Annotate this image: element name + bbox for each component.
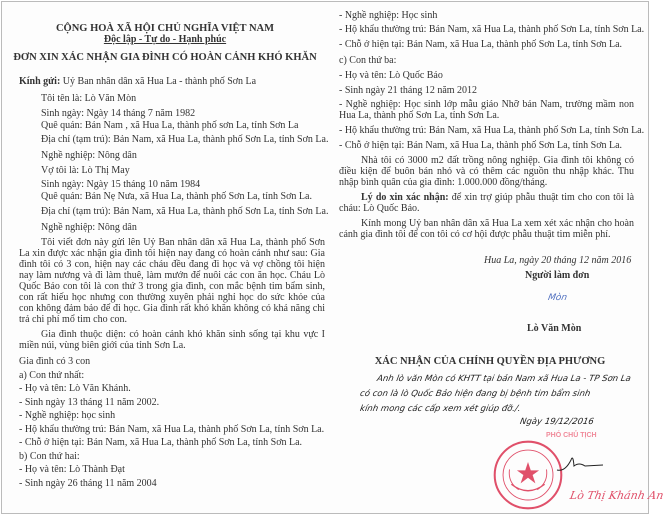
- motto: Độc lập - Tự do - Hạnh phúc: [103, 34, 227, 45]
- reason-label: Lý do xin xác nhận:: [361, 192, 449, 203]
- signer-role: Người làm đơn: [525, 270, 590, 281]
- child1-line: - Sinh ngày 13 tháng 11 năm 2002.: [19, 396, 160, 408]
- spouse-line: Nghề nghiệp: Nông dân: [41, 222, 137, 233]
- recipient-value: Uỷ Ban nhân dân xã Hua La - thành phố Sơn La: [62, 76, 257, 87]
- right-flow-section: [339, 155, 634, 244]
- income-paragraph: Nhà tôi có 3000 m2 đất trồng nông nghiệp. Gia đình tôi không có điều kiện để buôn bán nhỏ và có thêm các nguồn thu nhập khác. Thu nhập bình quân của gia đình: 1.000.000 đồng/tháng.: [339, 155, 634, 188]
- child2-line: - Hộ khẩu thường trú: Bản Nam, xã Hua La, thành phố Sơn La, tỉnh Sơn La.: [339, 24, 645, 35]
- child3-line: c) Con thứ ba:: [339, 55, 397, 66]
- left-flow-section: [19, 237, 325, 490]
- signing-date: Hua La, ngày 20 tháng 12 năm 2016: [484, 255, 632, 266]
- official-role: PHÓ CHỦ TỊCH: [546, 432, 597, 439]
- child2-line: - Họ và tên: Lò Thành Đạt: [19, 464, 125, 475]
- child3-line: - Hộ khẩu thường trú: Bản Nam, xã Hua La, thành phố Sơn La, tỉnh Sơn La.: [339, 125, 645, 136]
- child3-line: - Sinh ngày 21 tháng 12 năm 2012: [339, 85, 478, 96]
- applicant-signature: Mòn: [547, 293, 568, 303]
- child1-line: - Chỗ ở hiện tại: Bản Nam, xã Hua La, thành phố Sơn La, tỉnh Sơn La.: [19, 437, 303, 448]
- child3-line: - Họ và tên: Lò Quốc Bảo: [339, 70, 443, 81]
- area-paragraph: Gia đình thuộc diện: có hoàn cảnh khó khăn sinh sống tại khu vực I miền núi, vùng biên giới của tỉnh Sơn La.: [19, 329, 325, 351]
- reason-text: để xin trợ giúp phẫu thuật tim cho con tôi là cháu: Lò Quốc Bảo.: [339, 192, 635, 214]
- document-title: ĐƠN XIN XÁC NHẬN GIA ĐÌNH CÓ HOÀN CẢNH KHÓ KHĂN: [13, 52, 317, 63]
- applicant-line: Địa chỉ (tạm trú): Bản Nam, xã Hua La, thành phố Sơn La, tỉnh Sơn La.: [41, 134, 329, 145]
- child2-line: b) Con thứ hai:: [19, 450, 80, 462]
- confirmation-date: Ngày 19/12/2016: [519, 417, 595, 427]
- recipient-label: Kính gửi:: [19, 76, 61, 87]
- applicant-name: Lò Văn Mòn: [527, 323, 582, 334]
- recipient: [19, 76, 256, 87]
- reason-paragraph: [339, 192, 634, 214]
- request-paragraph: Kính mong Uỷ ban nhân dân xã Hua La xem xét xác nhận cho hoàn cảnh gia đình tôi để con tôi có cơ hội được phẫu thuật tim miễn phí.: [339, 218, 634, 240]
- applicant-line: Nghề nghiệp: Nông dân: [41, 150, 137, 161]
- child2-line: - Chỗ ở hiện tại: Bản Nam, xã Hua La, thành phố Sơn La, tỉnh Sơn La.: [339, 39, 623, 50]
- child1-line: a) Con thứ nhất:: [19, 369, 85, 381]
- confirmation-handwriting: Anh lò văn Mòn có KHTT tại bản Nam xã Hua La - TP Sơn La: [376, 374, 632, 384]
- confirmation-handwriting: có con là lò Quốc Bảo hiện đang bị bệnh tim bẩm sinh: [359, 389, 592, 399]
- applicant-line: Sinh ngày: Ngày 14 tháng 7 năm 1982: [41, 108, 196, 119]
- confirmation-handwriting: kính mong các cấp xem xét giúp đỡ./.: [359, 404, 522, 414]
- child3-line: - Chỗ ở hiện tại: Bản Nam, xã Hua La, thành phố Sơn La, tỉnh Sơn La.: [339, 140, 623, 151]
- official-signer-name: Lò Thị Khánh An: [568, 489, 665, 502]
- official-stamp-icon: [488, 438, 568, 512]
- applicant-line: Quê quán: Bản Nam , xã Hua La, thành phố sơn La, tỉnh Sơn La: [41, 120, 299, 131]
- children-intro: Gia đình có 3 con: [19, 356, 91, 367]
- spouse-line: Vợ tôi là: Lò Thị May: [41, 165, 130, 176]
- spouse-line: Địa chỉ (tạm trú): Bản Nam, xã Hua La, thành phố Sơn La, tỉnh Sơn La.: [41, 206, 329, 217]
- spouse-line: Sinh ngày: Ngày 15 tháng 10 năm 1984: [41, 179, 201, 190]
- child1-line: - Hộ khẩu thường trú: Bản Nam, xã Hua La, thành phố Sơn La, tỉnh Sơn La.: [19, 423, 325, 435]
- situation-paragraph: Tôi viết đơn này gửi lên Uỷ Ban nhân dân xã Hua La, thành phố Sơn La xin được xác nhận gia đình tôi hiện nay đang có hoàn cảnh như sau: Gia đình tôi có 3 con, hiện nay các cháu đều đang đi học và vợ chồng tôi hiện nay làm nương và đi làm thuê, làm mướn để nuôi các con ăn học. Cháu Lò Quốc Bảo con tôi là con thứ 3 trong gia đình, con mắc bệnh tim bẩm sinh, con rất hiếu học nhưng con thường xuyên phải nghỉ học do sức khỏe của con không đảm bảo để đi học. Gia đình rất khó khăn không có khả năng chi trả chi phí mổ tim cho con.: [19, 237, 325, 325]
- child1-line: - Nghề nghiệp: học sinh: [19, 410, 116, 421]
- child1-line: - Họ và tên: Lò Văn Khánh.: [19, 383, 131, 394]
- child2-line: - Sinh ngày 26 tháng 11 năm 2004: [19, 477, 157, 489]
- child3-line: - Nghề nghiệp: Học sinh lớp mẫu giáo Nhỡ bản Nam, trường mầm non Hua La, thành phố Sơn La, tỉnh Sơn La.: [339, 99, 634, 121]
- applicant-line: Tôi tên là: Lò Văn Mòn: [41, 93, 137, 104]
- confirmation-title: XÁC NHẬN CỦA CHÍNH QUYỀN ĐỊA PHƯƠNG: [374, 356, 606, 367]
- child2-line: - Nghề nghiệp: Học sinh: [339, 10, 438, 21]
- nation-header: CỘNG HOÀ XÃ HỘI CHỦ NGHĨA VIỆT NAM: [55, 23, 275, 34]
- spouse-line: Quê quán: Bản Nẹ Nưa, xã Hua La, thành phố Sơn La, tỉnh Sơn La.: [41, 191, 312, 202]
- official-signature-icon: [555, 452, 605, 474]
